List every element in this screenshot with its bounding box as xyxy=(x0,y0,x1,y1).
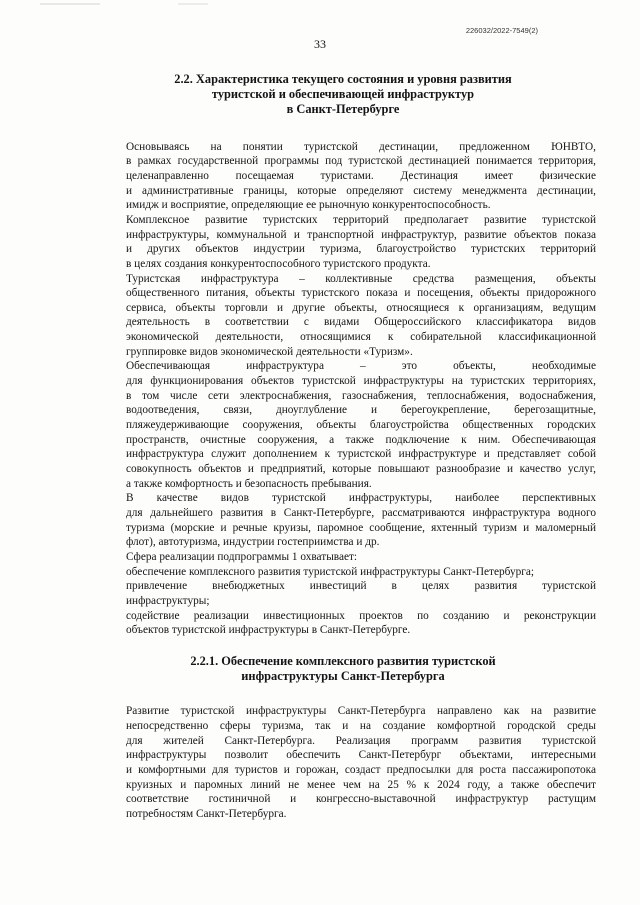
text-line: сервиса, объекты торговли и другие объекты, относящиеся к организациям, ведущим xyxy=(126,301,596,314)
text-line: круизных и паромных линий не менее чем на 25 % к 2024 году, а также обеспечит xyxy=(126,778,596,791)
text-line: а также комфортность и безопасность пребывания. xyxy=(126,477,372,490)
text-line: группировке видов экономической деятельности «Туризм». xyxy=(126,345,413,358)
subsection-paragraphs xyxy=(90,704,596,821)
paragraph xyxy=(90,704,596,821)
text-line: Комплексное развитие туристских территорий предполагает развитие туристской xyxy=(126,213,596,226)
text-line: обеспечение комплексного развития туристской инфраструктуры Санкт-Петербурга; xyxy=(126,565,535,578)
text-line: инфраструктуры, коммунальной и транспортной инфраструктур, развитие объектов показа xyxy=(126,228,596,241)
section-paragraphs xyxy=(90,140,596,638)
scan-artifact xyxy=(40,3,100,5)
text-line: имидж и восприятие, определяющие ее рыночную конкурентоспособность. xyxy=(126,199,491,212)
text-line: деятельность в соответствии с видами Общероссийского классификатора видов xyxy=(126,316,596,329)
text-line: Обеспечивающая инфраструктура – это объекты, необходимые xyxy=(126,360,596,373)
text-line: потребностям Санкт-Петербурга. xyxy=(126,807,287,820)
text-line: Сфера реализации подпрограммы 1 охватывает: xyxy=(126,550,358,563)
paragraph xyxy=(90,550,596,565)
scan-artifact xyxy=(178,3,208,5)
text-line: экономической деятельности, относящимися к собирательной классификационной xyxy=(126,331,596,344)
text-line: совокупность объектов и предприятий, которые повышают разнообразие и качество услуг, xyxy=(126,463,596,476)
document-body xyxy=(90,72,596,822)
text-line: общественного питания, объекты туристского показа и посещения, объекты придорожного xyxy=(126,287,596,300)
paragraph xyxy=(90,609,596,638)
text-line: в рамках государственной программы под туристской дестинацией понимается территория, xyxy=(126,155,596,168)
text-line: пространств, очистные сооружения, а также подключение к ним. Обеспечивающая xyxy=(126,433,596,446)
text-line: В качестве видов туристской инфраструктуры, наиболее перспективных xyxy=(126,492,596,505)
paragraph xyxy=(90,579,596,608)
heading-line: 2.2. Характеристика текущего состояния и уровня развития xyxy=(174,72,512,86)
text-line: Развитие туристской инфраструктуры Санкт-Петербурга направлено как на развитие xyxy=(126,705,596,718)
text-line: инфраструктура служит дополнением к туристской инфраструктуре и представляет собой xyxy=(126,448,596,461)
text-line: водоотведения, связи, дноуглубление и берегоукрепление, берегозащитные, xyxy=(126,404,596,417)
heading-line: 2.2.1. Обеспечение комплексного развития туристской xyxy=(190,653,496,668)
paragraph xyxy=(90,491,596,550)
text-line: и других объектов индустрии туризма, благоустройство туристских территорий xyxy=(126,243,596,256)
text-line: в том числе сети электроснабжения, газоснабжения, теплоснабжения, водоснабжения, xyxy=(126,389,596,402)
paragraph xyxy=(90,140,596,213)
paragraph xyxy=(90,272,596,360)
document-id: 226032/2022-7549(2) xyxy=(465,26,538,35)
text-line: в целях создания конкурентоспособного туристского продукта. xyxy=(126,257,431,270)
text-line: для дальнейшего развития в Санкт-Петербурге, рассматриваются инфраструктура водного xyxy=(126,507,596,520)
text-line: содействие реализации инвестиционных проектов по созданию и реконструкции xyxy=(126,609,596,622)
text-line: непосредственно сферы туризма, так и на создание комфортной городской среды xyxy=(126,719,596,732)
subsection-heading xyxy=(90,654,596,684)
text-line: и комфортными для туристов и горожан, создаст предпосылки для роста пассажиропотока xyxy=(126,763,596,776)
text-line: инфраструктуры; xyxy=(126,594,210,607)
heading-line: в Санкт-Петербурге xyxy=(286,102,400,117)
page-number: 33 xyxy=(314,37,326,51)
text-line: Основываясь на понятии туристской дестинации, предложенном ЮНВТО, xyxy=(126,140,596,153)
text-line: соответствие гостиничной и конгрессно-выставочной инфраструктур растущим xyxy=(126,793,596,806)
paragraph xyxy=(90,565,596,580)
paragraph xyxy=(90,213,596,272)
section-heading xyxy=(90,72,596,118)
text-line: флот), автотуризма, индустрии гостеприимства и др. xyxy=(126,536,380,549)
text-line: и административные границы, которые определяют систему менеджмента дестинации, xyxy=(126,184,596,197)
text-line: целенаправленно посещаемая туристами. Дестинация имеет физические xyxy=(126,169,596,182)
heading-line: туристской и обеспечивающей инфраструктур xyxy=(211,87,475,102)
text-line: привлечение внебюджетных инвестиций в целях развития туристской xyxy=(126,580,596,593)
heading-line: инфраструктуры Санкт-Петербурга xyxy=(241,669,445,684)
text-line: объектов туристской инфраструктуры в Санкт-Петербурге. xyxy=(126,624,411,637)
text-line: пляжеудерживающие сооружения, объекты благоустройства общественных городских xyxy=(126,419,596,432)
text-line: Туристская инфраструктура – коллективные средства размещения, объекты xyxy=(126,272,596,285)
paragraph xyxy=(90,359,596,491)
text-line: инфраструктуры позволит обеспечить Санкт-Петербург объектами, интересными xyxy=(126,749,596,762)
text-line: для функционирования объектов туристской инфраструктуры на туристских территориях, xyxy=(126,375,596,388)
text-line: для жителей Санкт-Петербурга. Реализация программ развития туристской xyxy=(126,734,596,747)
text-line: туризма (морские и речные круизы, паромное сообщение, яхтенный туризм и маломерный xyxy=(126,521,596,534)
